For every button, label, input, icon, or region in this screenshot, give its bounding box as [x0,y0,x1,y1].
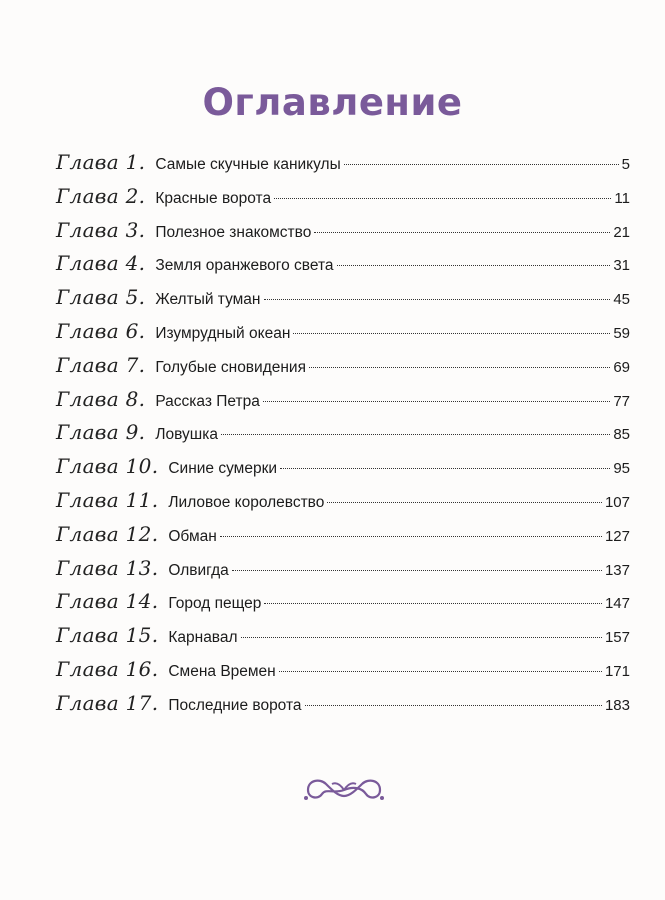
chapter-word: Глава [56,150,119,174]
toc-entry [56,623,630,657]
toc-entry [56,251,630,285]
dot-leader [232,570,602,571]
page-number: 59 [613,324,630,342]
dot-leader [274,198,611,199]
chapter-label [56,218,145,242]
chapter-number: 16. [125,656,159,681]
page-number: 95 [613,460,630,478]
chapter-word: Глава [56,555,119,580]
chapter-label [56,150,145,174]
chapter-number: 12. [125,521,159,546]
page-number: 147 [604,595,630,613]
toc-entry [56,218,630,252]
chapter-word: Глава [56,217,119,242]
chapter-label [56,454,158,478]
dot-leader [279,671,602,672]
dot-leader [263,401,610,402]
chapter-number: 1. [125,150,146,174]
chapter-number: 8. [125,386,146,411]
dot-leader [344,164,619,165]
chapter-title: Карнавал [168,629,238,647]
page-number: 77 [613,392,630,410]
chapter-label [56,184,145,208]
toc-entry [56,522,630,556]
chapter-word: Глава [56,386,119,411]
chapter-title: Лиловое королевство [168,493,325,511]
chapter-title: Самые скучные каникулы [155,156,341,173]
chapter-word: Глава [56,521,119,546]
chapter-label [56,353,145,377]
chapter-title: Ловушка [155,426,218,444]
toc-entry [56,488,630,522]
dot-leader [293,333,610,334]
toc-entry [56,454,630,488]
toc-entry [56,420,630,454]
chapter-label [56,387,145,411]
page-number: 31 [613,257,630,275]
toc-entry [56,691,630,725]
chapter-word: Глава [56,589,119,614]
page-number: 127 [604,527,630,545]
page-number: 85 [613,426,630,444]
chapter-label [56,623,158,647]
chapter-title: Олвигда [168,561,229,579]
page-number: 45 [613,291,630,309]
chapter-number: 5. [125,285,146,310]
dot-leader [327,502,602,503]
toc-entry [56,556,630,590]
dot-leader [221,434,610,435]
toc-entry [56,657,630,691]
chapter-label [56,488,158,512]
page-number: 157 [604,629,630,647]
chapter-label [56,251,145,275]
chapter-label [56,420,145,444]
toc-entry [56,589,630,623]
chapter-word: Глава [56,656,119,681]
dot-leader [241,637,602,638]
chapter-word: Глава [56,183,119,208]
page-number: 69 [613,358,630,376]
toc-entry [56,285,630,319]
chapter-title: Желтый туман [155,291,261,309]
chapter-title: Изумрудный океан [155,324,291,342]
chapter-title: Обман [168,527,217,545]
chapter-number: 7. [125,352,146,377]
page-number: 137 [604,561,630,579]
page-number: 5 [621,156,630,173]
toc-entry [56,387,630,421]
chapter-title: Рассказ Петра [155,392,260,410]
chapter-label [56,657,158,681]
toc-entry [56,319,630,353]
chapter-number: 4. [125,251,146,276]
chapter-word: Глава [56,251,119,276]
chapter-label [56,522,158,546]
chapter-number: 6. [125,318,146,343]
chapter-title: Голубые сновидения [155,358,306,376]
chapter-word: Глава [56,420,119,445]
chapter-word: Глава [56,690,119,715]
chapter-word: Глава [56,487,119,512]
chapter-number: 11. [125,487,159,512]
toc-entry [56,184,630,218]
chapter-number: 14. [125,589,159,614]
dot-leader [280,468,610,469]
page-number: 21 [613,223,630,241]
chapter-number: 17. [125,690,159,715]
flourish-ornament-icon [298,770,390,806]
page-title: Оглавление [202,80,463,124]
chapter-title: Город пещер [168,595,262,613]
chapter-title: Последние ворота [168,696,302,714]
chapter-number: 3. [125,217,146,242]
chapter-number: 15. [125,623,159,648]
chapter-number: 13. [125,555,159,580]
chapter-number: 9. [125,420,146,445]
chapter-label [56,556,158,580]
chapter-title: Полезное знакомство [155,223,312,241]
page-number: 107 [604,493,630,511]
dot-leader [220,536,602,537]
dot-leader [305,705,602,706]
dot-leader [264,299,611,300]
chapter-word: Глава [56,623,119,648]
toc-entry [56,353,630,387]
chapter-title: Земля оранжевого света [155,257,334,275]
page-number: 11 [614,189,630,207]
chapter-label [56,285,145,309]
chapter-title: Красные ворота [155,189,272,207]
chapter-label [56,691,158,715]
chapter-title: Синие сумерки [168,460,278,478]
chapter-label [56,589,158,613]
chapter-title: Смена Времен [168,662,276,680]
chapter-word: Глава [56,285,119,310]
chapter-label [56,319,145,343]
chapter-word: Глава [56,352,119,377]
page-number: 171 [604,662,630,680]
toc-entry [56,150,630,184]
page-number: 183 [604,696,630,714]
chapter-number: 2. [125,183,146,208]
table-of-contents [56,150,630,725]
dot-leader [309,367,610,368]
chapter-number: 10. [125,454,159,479]
chapter-word: Глава [56,454,119,479]
dot-leader [314,232,610,233]
chapter-word: Глава [56,318,119,343]
dot-leader [264,603,602,604]
dot-leader [337,265,611,266]
